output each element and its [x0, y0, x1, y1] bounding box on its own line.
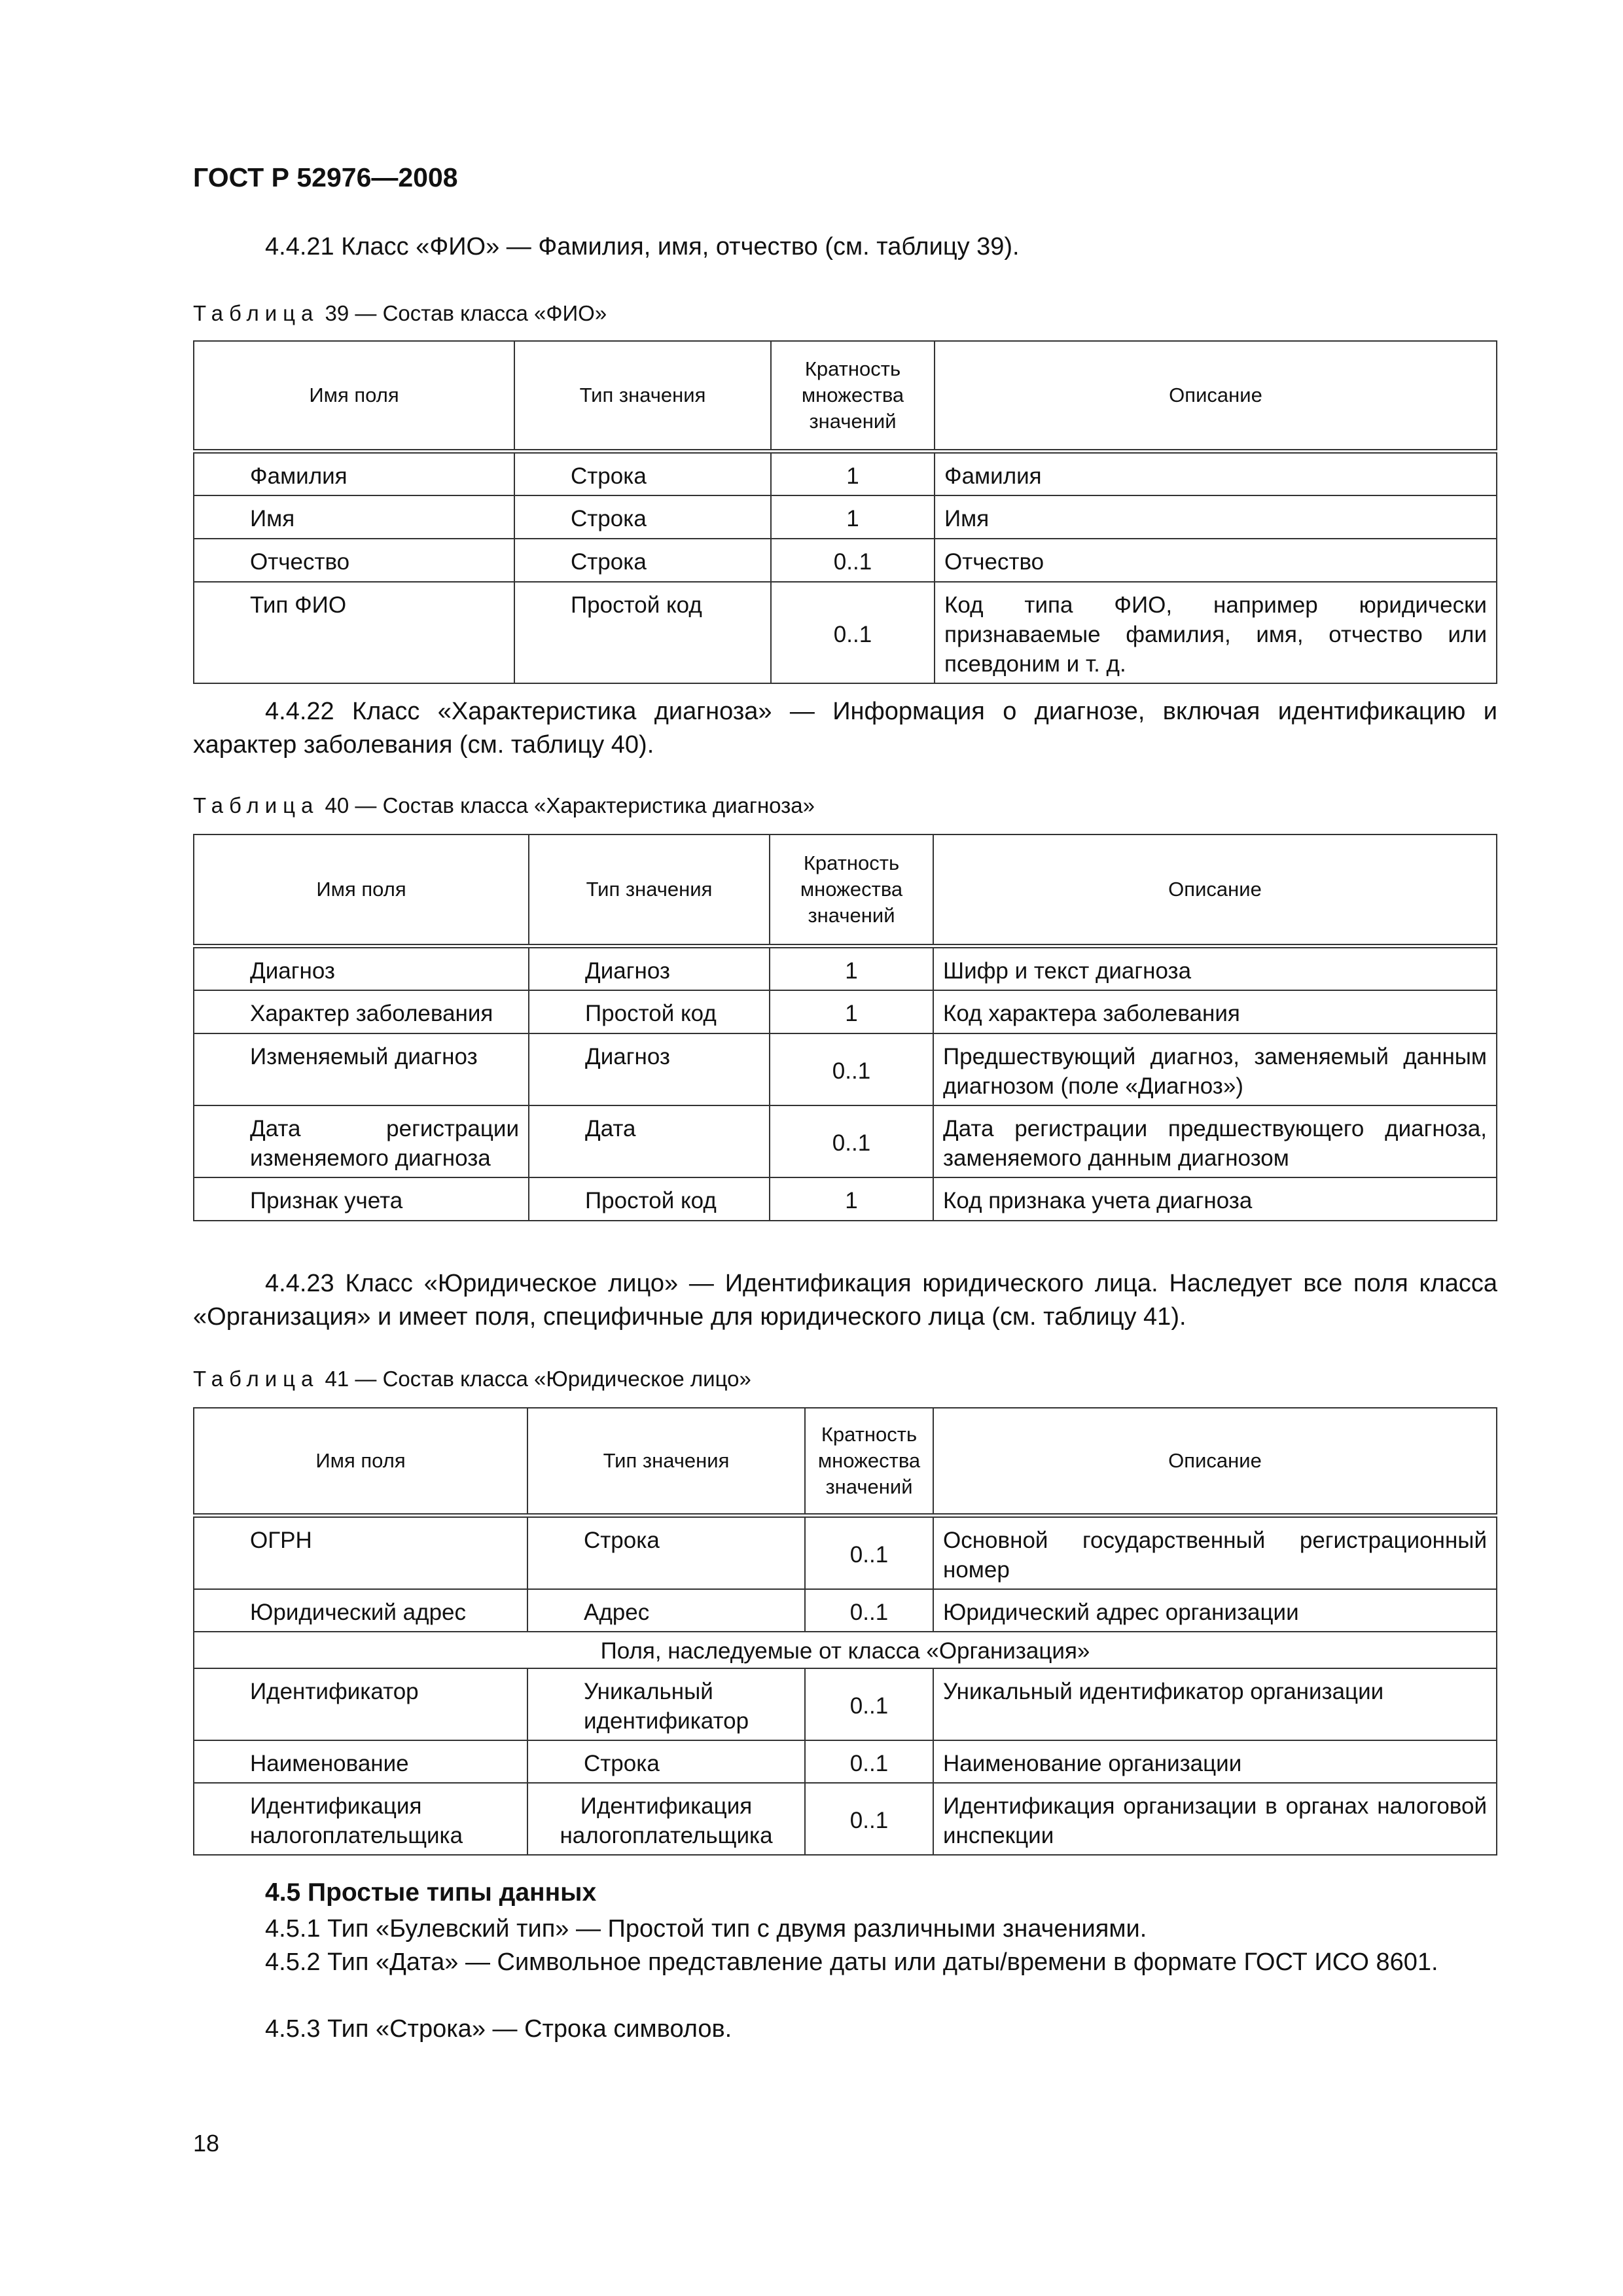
- table-row: Наименование Строка 0..1 Наименование организации: [194, 1740, 1497, 1783]
- table-row: Дата регистрации изменяемого диагноза Дата 0..1 Дата регистрации предшествующего диагноза, заменяемого данным диагнозом: [194, 1105, 1497, 1177]
- section-4-5-2: 4.5.2 Тип «Дата» — Символьное представление даты или даты/времени в формате ГОСТ ИСО 8601.: [265, 1948, 1438, 1976]
- table-header-row: [194, 834, 1497, 946]
- table-40: [193, 834, 1497, 1221]
- table-row: Отчество Строка 0..1 Отчество: [194, 539, 1497, 582]
- header-field-name: Имя поля: [194, 834, 529, 946]
- header-description: Описание: [933, 834, 1497, 946]
- table-row: Фамилия Строка 1 Фамилия: [194, 451, 1497, 495]
- table-row: Имя Строка 1 Имя: [194, 495, 1497, 539]
- inherited-fields-row: [194, 1632, 1497, 1668]
- table-40-caption: Таблица 40 — Состав класса «Характеристика диагноза»: [193, 793, 815, 817]
- table-header-row: [194, 341, 1497, 451]
- header-multiplicity: Кратность множества значений: [805, 1408, 933, 1515]
- section-4-4-22: 4.4.22 Класс «Характеристика диагноза» — Информация о диагнозе, включая идентификацию и характер заболевания (см. таблицу 40).: [193, 698, 1497, 759]
- table-row: Юридический адрес Адрес 0..1 Юридический адрес организации: [194, 1589, 1497, 1632]
- table-row: Идентификатор Уникальный идентификатор 0..1 Уникальный идентификатор организации: [194, 1668, 1497, 1740]
- header-multiplicity: Кратность множества значений: [770, 834, 933, 946]
- table-header-row: [194, 1408, 1497, 1515]
- section-4-4-23: 4.4.23 Класс «Юридическое лицо» — Идентификация юридического лица. Наследует все поля класса «Организация» и имеет поля, специфичные для юридического лица (см. таблицу 41).: [193, 1270, 1497, 1331]
- header-value-type: Тип значения: [527, 1408, 805, 1515]
- section-4-5-1: 4.5.1 Тип «Булевский тип» — Простой тип с двумя различными значениями.: [265, 1915, 1147, 1943]
- table-row: Изменяемый диагноз Диагноз 0..1 Предшествующий диагноз, заменяемый данным диагнозом (поле «Диагноз»): [194, 1033, 1497, 1105]
- table-row: Диагноз Диагноз 1 Шифр и текст диагноза: [194, 946, 1497, 990]
- table-row: ОГРН Строка 0..1 Основной государственный регистрационный номер: [194, 1515, 1497, 1589]
- section-4-5-3: 4.5.3 Тип «Строка» — Строка символов.: [265, 2015, 732, 2043]
- table-row: Характер заболевания Простой код 1 Код характера заболевания: [194, 990, 1497, 1033]
- table-39-caption: Таблица 39 — Состав класса «ФИО»: [193, 301, 607, 325]
- header-description: Описание: [933, 1408, 1497, 1515]
- header-value-type: Тип значения: [529, 834, 770, 946]
- document-code: ГОСТ Р 52976—2008: [193, 162, 458, 192]
- table-row: Идентификация налогоплательщика Идентификация налогоплательщика 0..1 Идентификация организации в органах налоговой инспекции: [194, 1783, 1497, 1855]
- table-row: Признак учета Простой код 1 Код признака учета диагноза: [194, 1177, 1497, 1221]
- header-field-name: Имя поля: [194, 1408, 527, 1515]
- header-value-type: Тип значения: [514, 341, 771, 451]
- table-39: [193, 340, 1497, 684]
- table-41: [193, 1407, 1497, 1856]
- section-4-4-21: 4.4.21 Класс «ФИО» — Фамилия, имя, отчество (см. таблицу 39).: [265, 233, 1020, 260]
- page-number: 18: [193, 2130, 220, 2157]
- section-4-5-heading: 4.5 Простые типы данных: [265, 1878, 597, 1907]
- table-41-caption: Таблица 41 — Состав класса «Юридическое лицо»: [193, 1367, 751, 1391]
- header-field-name: Имя поля: [194, 341, 514, 451]
- header-multiplicity: Кратность множества значений: [771, 341, 935, 451]
- table-row: Тип ФИО Простой код 0..1 Код типа ФИО, например юридически признаваемые фамилия, имя, отчество или псевдоним и т. д.: [194, 582, 1497, 683]
- inherited-fields-label: Поля, наследуемые от класса «Организация»: [194, 1632, 1497, 1668]
- header-description: Описание: [935, 341, 1497, 451]
